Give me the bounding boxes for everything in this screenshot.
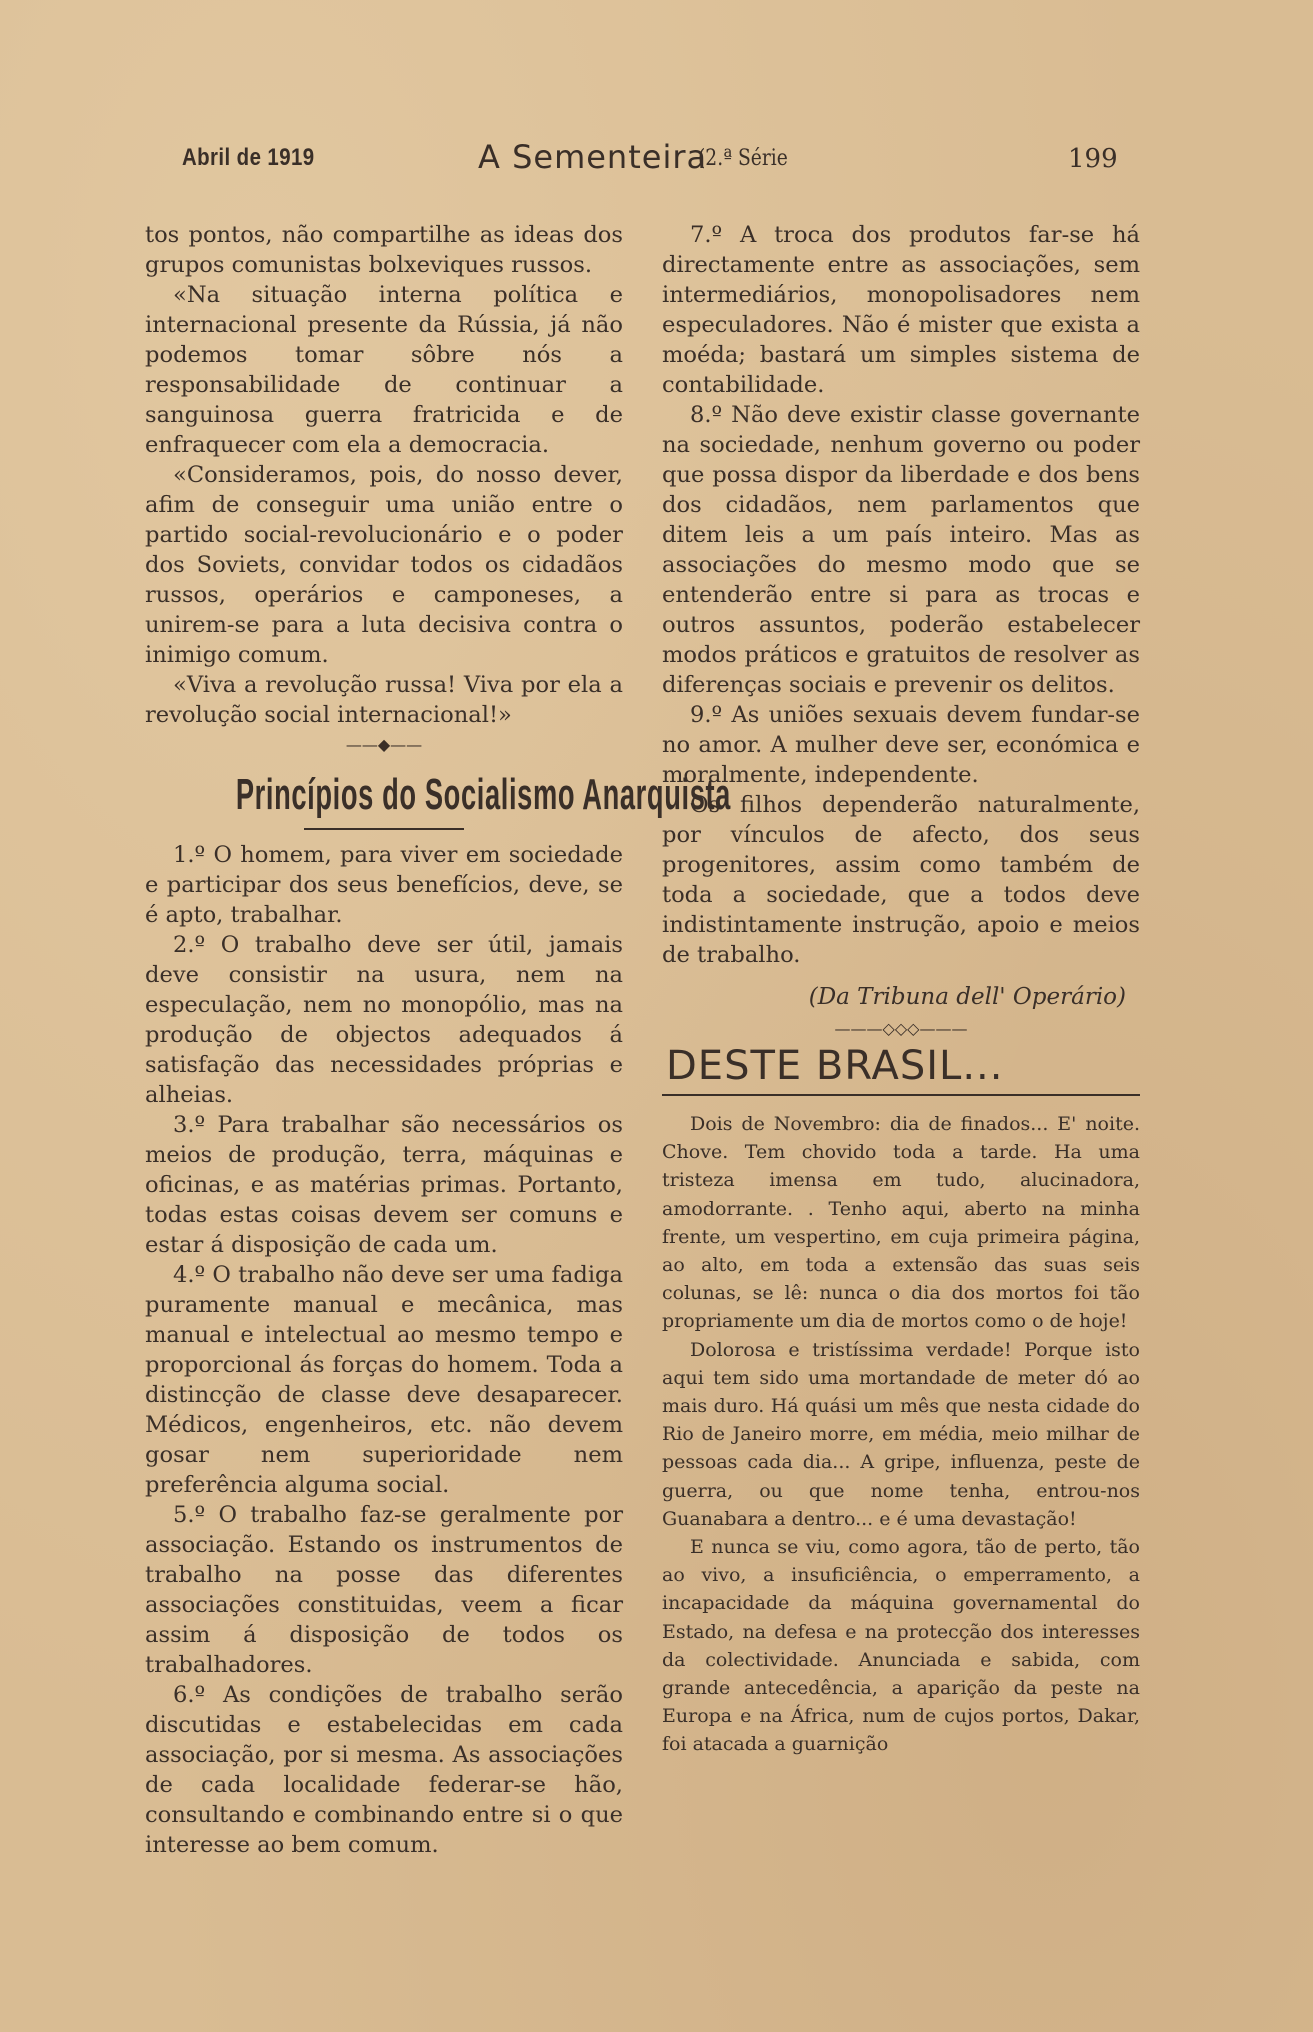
paragraph: «Consideramos, pois, do nosso dever, afim de conseguir uma união entre o partido social-revolucionário e o poder dos Soviets, convidar todos os cidadãos russos, operários e camponeses, a unirem-se para a luta decisiva contra o inimigo comum. (145, 462, 623, 668)
header-series: (2.ª Série (698, 146, 788, 171)
paragraph: «Viva a revolução russa! Viva por ela a revolução social internacional!» (145, 672, 623, 728)
article-title: DESTE BRASIL... (666, 1043, 1004, 1089)
principle-item: 8.º Não deve existir classe governante na sociedade, nenhum governo ou poder que possa dispor da liberdade e dos bens dos cidadãos, nem parlamentos que ditem leis a um país inteiro. Mas as associações do mesmo modo que se entenderão entre si para as trocas e outros assuntos, poderão estabelecer modos práticos e gratuitos de resolver as diferenças sociais e prevenir os delitos. (662, 402, 1140, 698)
paragraph: «Na situação interna política e internacional presente da Rússia, já não podemos tomar sôbre nós a responsabilidade de continuar a sanguinosa guerra fratricida e de enfraquecer com ela a democracia. (145, 282, 623, 458)
title-rule (662, 1094, 1140, 1096)
principle-item: 5.º O trabalho faz-se geralmente por associação. Estando os instrumentos de trabalho na posse das diferentes associações constituidas, veem a ficar assim á disposição de todos os trabalhadores. (145, 1502, 623, 1678)
ornament-divider: ——◆—— (345, 735, 423, 754)
principle-item: 3.º Para trabalhar são necessários os meios de produção, terra, máquinas e oficinas, e as matérias primas. Portanto, todas estas coisas devem ser comuns e estar á disposição de cada um. (145, 1112, 623, 1258)
title-rule (304, 828, 464, 830)
principle-item: Os filhos dependerão naturalmente, por vínculos de afecto, dos seus progenitores, assim como também de toda a sociedade, que a todos deve indistintamente instrução, apoio e meios de trabalho. (662, 792, 1140, 968)
principle-item: 6.º As condições de trabalho serão discutidas e estabelecidas em cada associação, por si mesma. As associações de cada localidade federar-se hão, consultando e combinando entre si o que interesse ao bem comum. (145, 1682, 623, 1858)
article-paragraph: Dolorosa e tristíssima verdade! Porque isto aqui tem sido uma mortandade de meter dó ao mais duro. Há quási um mês que nesta cidade do Rio de Janeiro morre, em média, meio milhar de pessoas cada dia... A gripe, influenza, peste de guerra, ou que nome tenha, entrou-nos Guanabara a dentro... e é uma devastação! (662, 1338, 1140, 1530)
right-column (662, 220, 1140, 1759)
principle-item: 9.º As uniões sexuais devem fundar-se no amor. A mulher deve ser, económica e moralmente, independente. (662, 702, 1140, 788)
page-number: 199 (1068, 144, 1118, 174)
principle-item: 1.º O homem, para viver em sociedade e participar dos seus benefícios, deve, se é apto, trabalhar. (145, 842, 623, 928)
article-paragraph: E nunca se viu, como agora, tão de perto, tão ao vivo, a insuficiência, o emperramento, a incapacidade da máquina governamental do Estado, na defesa e na protecção dos interesses da colectividade. Anunciada e sabida, com grande antecedência, a aparição da peste na Europa e na África, num de cujos portos, Dakar, foi atacada a guarnição (662, 1536, 1140, 1756)
header-date: Abril de 1919 (182, 144, 315, 171)
source-credit: (Da Tribuna dell' Operário) (808, 984, 1126, 1010)
ornament-divider: ———◇◇◇——— (834, 1019, 968, 1038)
left-column (145, 220, 731, 1860)
principle-item: 7.º A troca dos produtos far-se há directamente entre as associações, sem intermediários, monopolisadores nem especuladores. Não é mister que exista a moéda; bastará um simples sistema de contabilidade. (662, 222, 1140, 398)
principle-item: 4.º O trabalho não deve ser uma fadiga puramente manual e mecânica, mas manual e intelectual ao mesmo tempo e proporcional ás forças do homem. Toda a distincção de classe deve desaparecer. Médicos, engenheiros, etc. não devem gosar nem superioridade nem preferência alguma social. (145, 1262, 623, 1498)
principle-item: 2.º O trabalho deve ser útil, jamais deve consistir na usura, nem na especulação, nem no monopólio, mas na produção de objectos adequados á satisfação das necessidades próprias e alheias. (145, 932, 623, 1108)
section-title: Princípios do Socialismo Anarquista (235, 770, 731, 819)
article-paragraph: Dois de Novembro: dia de finados... E' noite. Chove. Tem chovido toda a tarde. Ha uma tristeza imensa em tudo, alucinadora, amodorrante. . Tenho aqui, aberto na minha frente, um vespertino, em cuja primeira página, ao alto, em toda a extensão das suas seis colunas, se lê: nunca o dia dos mortos foi tão propriamente um dia de mortos como o de hoje! (662, 1113, 1140, 1333)
paragraph: tos pontos, não compartilhe as ideas dos grupos comunistas bolxeviques russos. (145, 222, 623, 278)
header-title: A Sementeira (478, 138, 708, 176)
page-header (0, 138, 1313, 188)
